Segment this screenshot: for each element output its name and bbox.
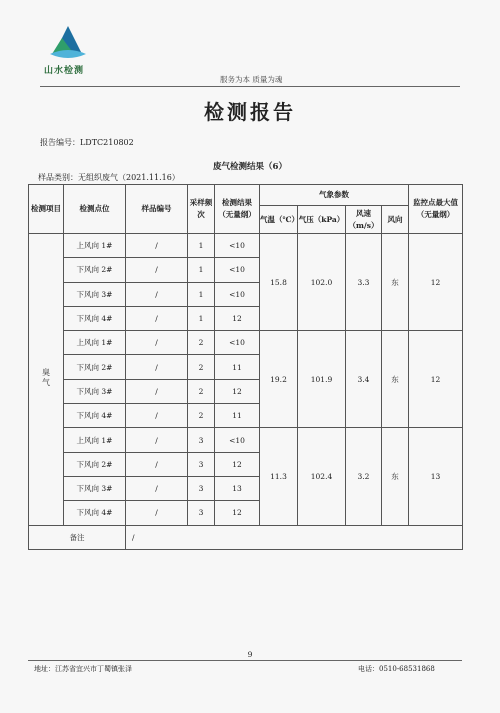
wind-speed-cell: 3.3	[346, 234, 382, 331]
header-item: 检测项目	[29, 185, 64, 234]
wind-dir-cell: 东	[382, 234, 409, 331]
freq-cell: 1	[188, 282, 215, 306]
sample-cell: /	[126, 282, 188, 306]
footer-phone: 电话：0510-68531868	[358, 665, 435, 673]
sample-cell: /	[126, 234, 188, 258]
note-value: /	[126, 525, 463, 549]
point-cell: 下风向 4#	[64, 501, 126, 525]
point-cell: 下风向 4#	[64, 404, 126, 428]
wind-speed-cell: 3.4	[346, 331, 382, 428]
slogan: 服务为本 质量为魂	[220, 75, 283, 84]
footer-divider	[28, 660, 462, 661]
max-cell: 13	[409, 428, 463, 525]
item-label: 臭气	[41, 368, 51, 389]
wind-speed-cell: 3.2	[346, 428, 382, 525]
sample-cell: /	[126, 258, 188, 282]
header-wind-dir: 风向	[382, 206, 409, 234]
freq-cell: 2	[188, 404, 215, 428]
footer-address: 地址：江苏省宜兴市丁蜀镇张泽	[34, 665, 132, 673]
header-temp: 气温（℃）	[260, 206, 298, 234]
temp-cell: 19.2	[260, 331, 298, 428]
freq-cell: 3	[188, 501, 215, 525]
result-cell: 12	[215, 501, 260, 525]
freq-cell: 3	[188, 452, 215, 476]
freq-cell: 1	[188, 306, 215, 330]
freq-cell: 3	[188, 428, 215, 452]
freq-cell: 2	[188, 355, 215, 379]
sample-cell: /	[126, 404, 188, 428]
result-cell: 11	[215, 355, 260, 379]
freq-cell: 3	[188, 476, 215, 500]
wind-dir-cell: 东	[382, 331, 409, 428]
note-row	[29, 525, 463, 549]
max-cell: 12	[409, 234, 463, 331]
result-cell: <10	[215, 331, 260, 355]
header-point: 检测点位	[64, 185, 126, 234]
result-cell: 12	[215, 452, 260, 476]
note-label: 备注	[29, 525, 126, 549]
point-cell: 下风向 3#	[64, 379, 126, 403]
result-cell: 11	[215, 404, 260, 428]
sample-cell: /	[126, 428, 188, 452]
header-sample-id: 样品编号	[126, 185, 188, 234]
point-cell: 上风向 1#	[64, 428, 126, 452]
result-cell: 12	[215, 306, 260, 330]
logo-icon	[44, 24, 92, 66]
table-row	[29, 331, 463, 355]
point-cell: 下风向 2#	[64, 355, 126, 379]
point-cell: 下风向 3#	[64, 282, 126, 306]
temp-cell: 11.3	[260, 428, 298, 525]
freq-cell: 1	[188, 234, 215, 258]
result-cell: <10	[215, 428, 260, 452]
max-cell: 12	[409, 331, 463, 428]
header-pressure: 气压（kPa）	[298, 206, 346, 234]
result-cell: <10	[215, 234, 260, 258]
sample-cell: /	[126, 355, 188, 379]
wind-dir-cell: 东	[382, 428, 409, 525]
result-cell: 13	[215, 476, 260, 500]
sample-cell: /	[126, 306, 188, 330]
sample-cell: /	[126, 452, 188, 476]
point-cell: 下风向 4#	[64, 306, 126, 330]
page-title: 检测报告	[204, 100, 296, 124]
item-cell	[29, 234, 64, 526]
sample-cell: /	[126, 501, 188, 525]
result-cell: <10	[215, 282, 260, 306]
pressure-cell: 102.0	[298, 234, 346, 331]
sample-category: 样品类别：无组织废气（2021.11.16）	[38, 173, 180, 182]
header-divider	[40, 86, 460, 87]
point-cell: 下风向 2#	[64, 452, 126, 476]
page-number: 9	[247, 650, 253, 659]
pressure-cell: 102.4	[298, 428, 346, 525]
table-subtitle: 废气检测结果（6）	[213, 162, 287, 172]
pressure-cell: 101.9	[298, 331, 346, 428]
header-max: 监控点最大值（无量纲）	[409, 185, 463, 234]
header-weather: 气象参数	[260, 185, 409, 206]
table-row	[29, 234, 463, 258]
point-cell: 上风向 1#	[64, 234, 126, 258]
sample-cell: /	[126, 379, 188, 403]
sample-cell: /	[126, 331, 188, 355]
report-number: 报告编号：LDTC210802	[40, 138, 134, 147]
header-freq: 采样频次	[188, 185, 215, 234]
freq-cell: 2	[188, 331, 215, 355]
result-cell: <10	[215, 258, 260, 282]
point-cell: 下风向 2#	[64, 258, 126, 282]
point-cell: 下风向 3#	[64, 476, 126, 500]
temp-cell: 15.8	[260, 234, 298, 331]
results-table	[28, 184, 463, 550]
result-cell: 12	[215, 379, 260, 403]
logo-text: 山水检测	[44, 66, 85, 76]
sample-cell: /	[126, 476, 188, 500]
header-result: 检测结果（无量纲）	[215, 185, 260, 234]
header-wind-speed: 风速（m/s）	[346, 206, 382, 234]
freq-cell: 2	[188, 379, 215, 403]
point-cell: 上风向 1#	[64, 331, 126, 355]
freq-cell: 1	[188, 258, 215, 282]
table-row	[29, 428, 463, 452]
